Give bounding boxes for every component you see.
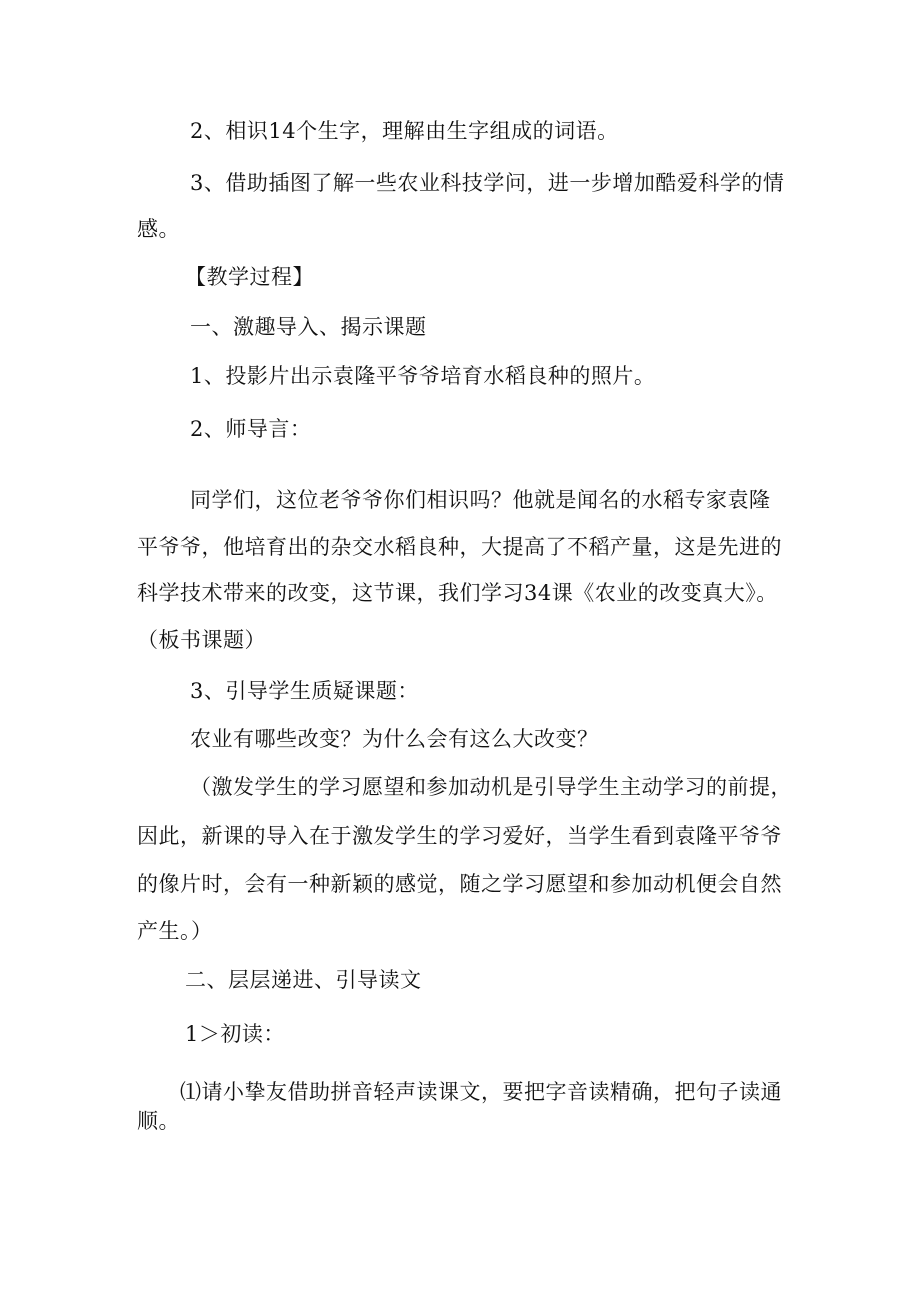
part-one-title: 一、激趣导入、揭示课题	[190, 315, 427, 339]
instruction-line-2: 顺。	[137, 1109, 180, 1133]
note-line-3: 的像片时，会有一种新颖的感觉，随之学习愿望和参加动机便会自然	[137, 872, 782, 896]
note-line-2: 因此，新课的导入在于激发学生的学习爱好，当学生看到袁隆平爷爷	[137, 824, 782, 848]
section-heading: 【教学过程】	[185, 265, 314, 289]
question-line: 农业有哪些改变？为什么会有这么大改变？	[190, 727, 599, 751]
instruction-line-1: ⑴请小挚友借助拼音轻声读课文，要把字音读精确，把句子读通	[180, 1080, 782, 1104]
objective-3: 3、借助插图了解一些农业科技学问，进一步增加酷爱科学的情	[190, 171, 785, 195]
part-one-step-1: 1、投影片出示袁隆平爷爷培育水稻良种的照片。	[190, 364, 656, 388]
intro-line-4: （板书课题）	[137, 628, 266, 652]
part-two-title: 二、层层递进、引导读文	[185, 968, 422, 992]
intro-line-2: 平爷爷，他培育出的杂交水稻良种，大提高了不稻产量，这是先进的	[137, 535, 782, 559]
note-line-4: 产生。）	[137, 919, 213, 943]
objective-2: 2、相识14个生字，理解由生字组成的词语。	[190, 119, 619, 143]
objective-3-continued: 感。	[137, 217, 180, 241]
intro-line-1: 同学们，这位老爷爷你们相识吗？他就是闻名的水稻专家袁隆	[190, 488, 771, 512]
part-one-step-2: 2、师导言：	[190, 417, 312, 441]
intro-line-3: 科学技术带来的改变，这节课，我们学习34课《农业的改变真大》。	[137, 581, 778, 605]
first-read-heading: 1＞初读：	[185, 1022, 285, 1046]
part-one-step-3: 3、引导学生质疑课题：	[190, 679, 419, 703]
note-line-1: （激发学生的学习愿望和参加动机是引导学生主动学习的前提，	[190, 775, 792, 799]
